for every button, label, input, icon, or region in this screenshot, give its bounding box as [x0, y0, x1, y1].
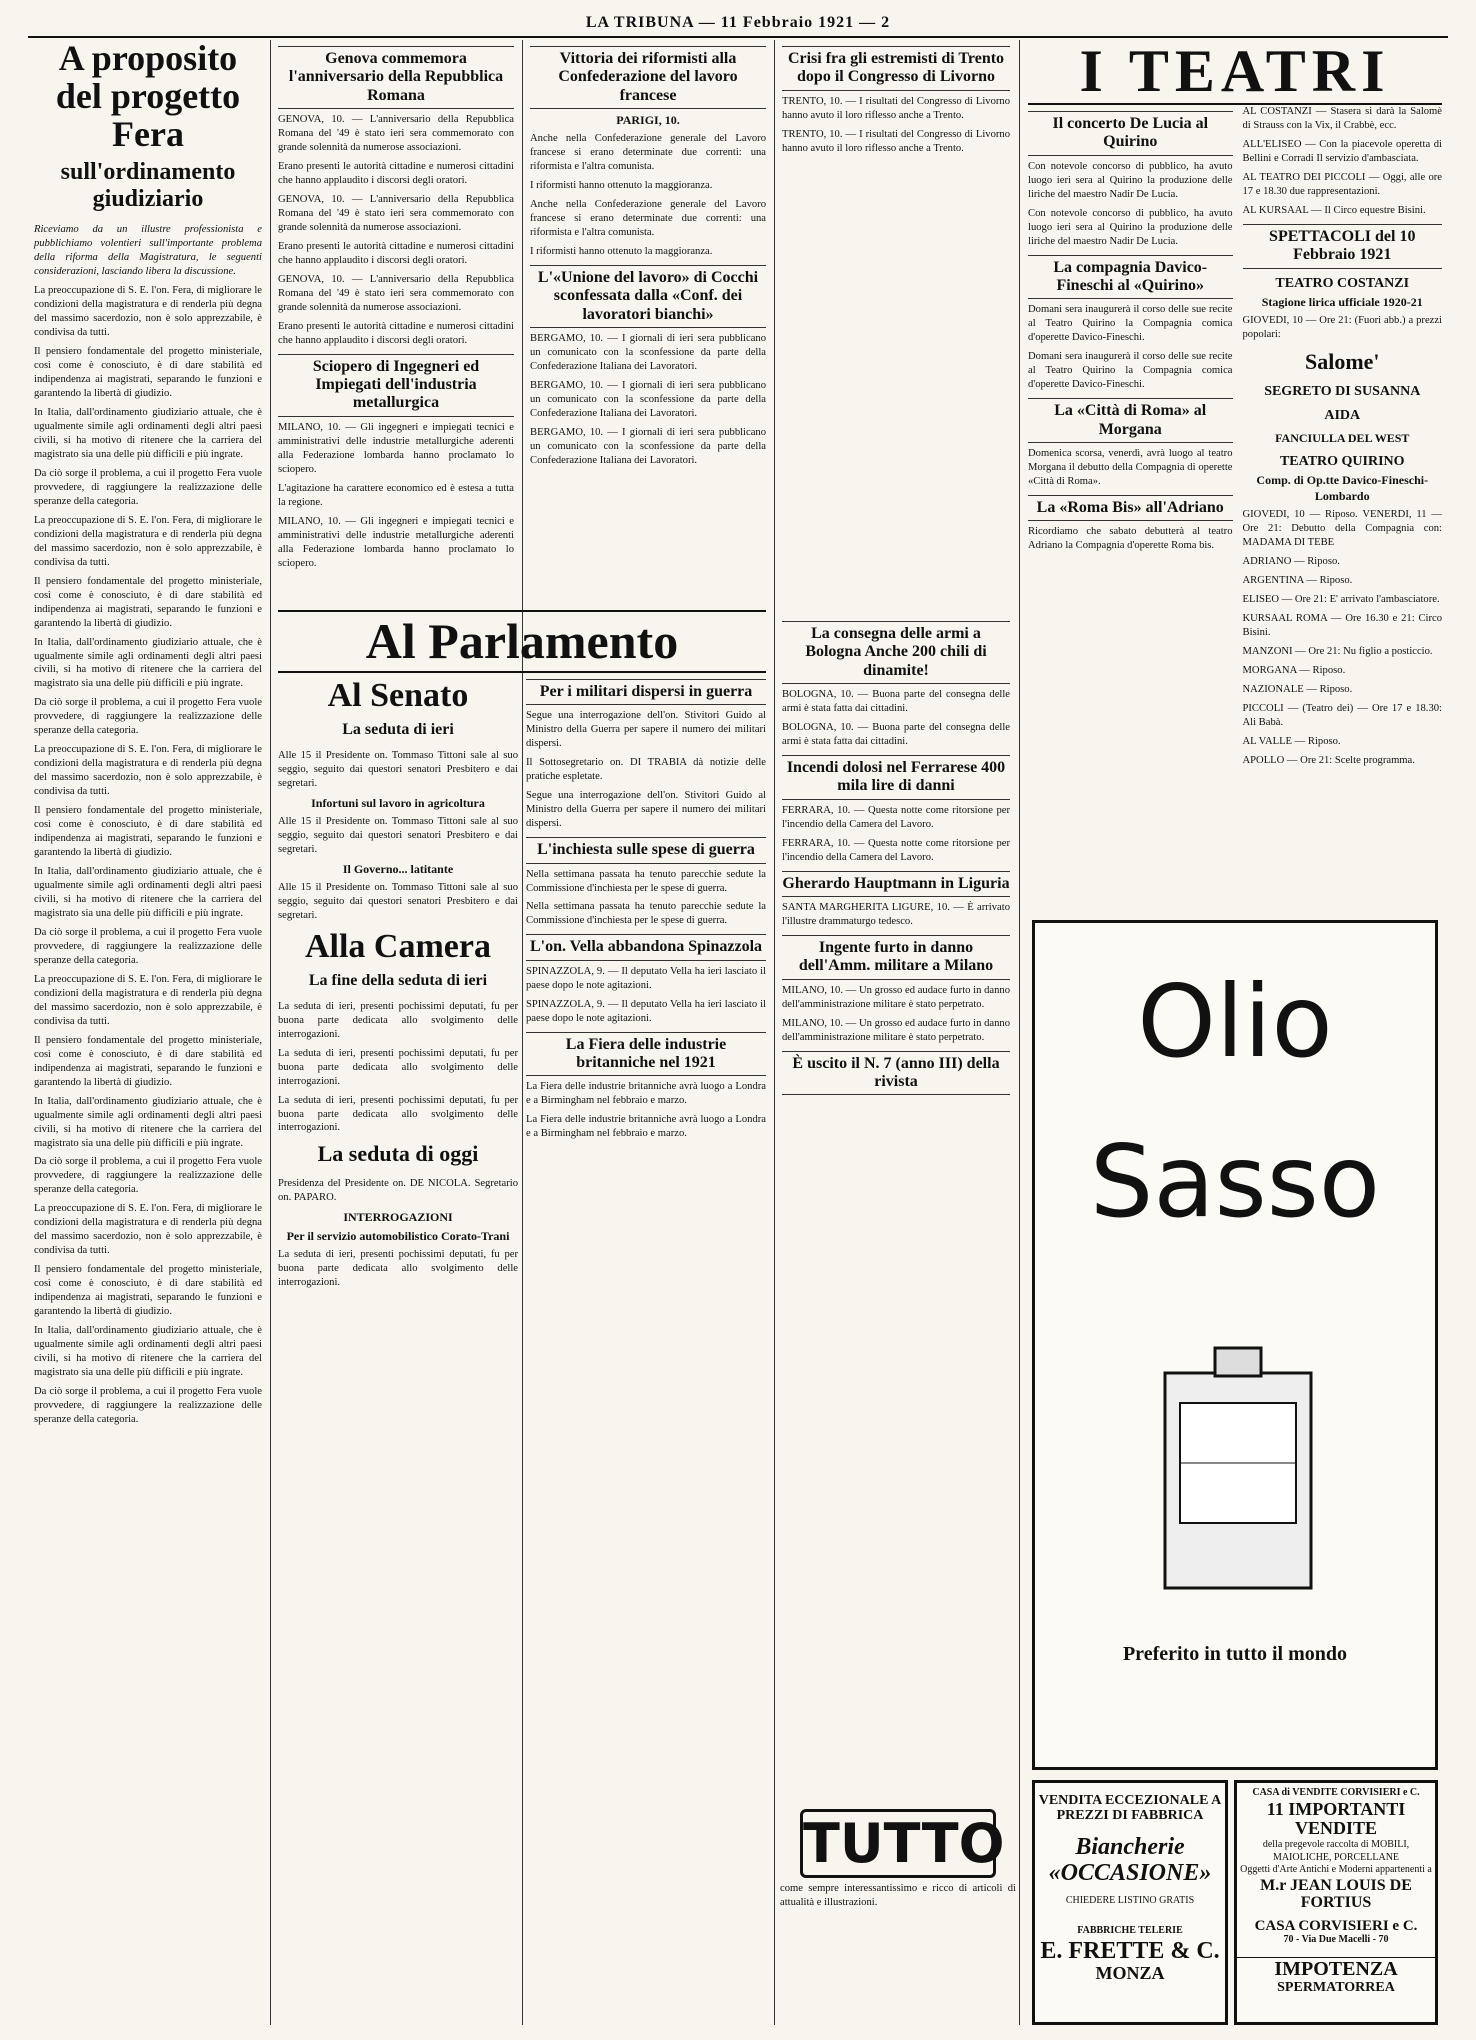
listing: NAZIONALE — Riposo. — [1242, 683, 1353, 695]
article-paragraph: Il pensiero fondamentale del progetto ministeriale, così come è conosciuto, è di dare stabilità ed indipendenza ai magistrati, separando le funzioni e garantendo la libertà di giudizio. — [34, 346, 262, 400]
article-paragraph: In Italia, dall'ordinamento giudiziario attuale, che è ugualmente simile agli ordinamenti degli altri paesi civili, si ha motivo di ritenere che la carriera del magistrato sia una delle più difficili e più ingrate. — [34, 1325, 262, 1379]
article-paragraph: La seduta di ieri, presenti pochissimi deputati, fu per buona parte dedicata allo svolgimento delle interrogazioni. — [278, 1000, 518, 1040]
article-paragraph: GENOVA, 10. — L'anniversario della Repubblica Romana del '49 è stato ieri sera commemorato con grande solennità da numerose associazioni. — [278, 114, 514, 154]
article-paragraph: Segue una interrogazione dell'on. Stivitori Guido al Ministro della Guerra per sapere il numero dei militari dispersi. — [526, 710, 766, 750]
article-paragraph: Da ciò sorge il problema, a cui il progetto Fera vuole provvedere, di raggiungere la realizzazione delle speranze della categoria. — [34, 1386, 262, 1425]
section-heading: Il Governo... latitante — [342, 861, 454, 876]
frette-city: MONZA — [1095, 1962, 1165, 1983]
article-paragraph: Anche nella Confederazione generale del Lavoro francese si erano determinate due correnti: una riformista e l'altra comunista. — [530, 133, 766, 173]
article-paragraph: Il pensiero fondamentale del progetto ministeriale, così come è conosciuto, è di dare stabilità ed indipendenza ai magistrati, separando le funzioni e garantendo la libertà di giudizio. — [34, 1264, 262, 1318]
olio-word: Olio — [1137, 963, 1333, 1080]
article-paragraph: Il pensiero fondamentale del progetto ministeriale, così come è conosciuto, è di dare stabilità ed indipendenza ai magistrati, separando le funzioni e garantendo la libertà di giudizio. — [34, 805, 262, 859]
listing: MORGANA — Riposo. — [1242, 664, 1346, 676]
article-paragraph: In Italia, dall'ordinamento giudiziario attuale, che è ugualmente simile agli ordinamenti degli altri paesi civili, si ha motivo di ritenere che la carriera del magistrato sia una delle più difficili e più ingrate. — [34, 407, 262, 460]
quirino-title: TEATRO QUIRINO — [1279, 453, 1405, 469]
masthead: LA TRIBUNA — 11 Febbraio 1921 — 2 — [28, 14, 1448, 38]
quirino-line: GIOVEDI, 10 — Riposo. VENERDI, 11 — Ore 21: Debutto della Compagnia con: MADAMA DI TEBE — [1242, 509, 1442, 549]
article-paragraph: Presidenza del Presidente on. DE NICOLA. Segretario on. PAPARO. — [278, 1178, 518, 1204]
listing: MANZONI — Ore 21: Nu figlio a posticcio. — [1242, 645, 1433, 657]
frette-listino: CHIEDERE LISTINO GRATIS — [1065, 1894, 1195, 1906]
headline-sciopero: Sciopero di Ingegneri ed Impiegati dell'industria metallurgica — [278, 354, 514, 417]
headline-trento: Crisi fra gli estremisti di Trento dopo il Congresso di Livorno — [782, 46, 1010, 91]
article-paragraph: GENOVA, 10. — L'anniversario della Repubblica Romana del '49 è stato ieri sera commemorato con grande solennità da numerose associazioni. — [278, 273, 514, 313]
article-paragraph: La preoccupazione di S. E. l'on. Fera, di migliorare le condizioni della magistratura e di renderla più degna del massimo sacerdozio, non è solo apprezzabile, è condivisa da tutti. — [34, 744, 262, 798]
article-paragraph: Ricordiamo che sabato debutterà al teatro Adriano la Compagnia d'operette Roma bis. — [1028, 526, 1233, 552]
frette-headline: VENDITA ECCEZIONALE A PREZZI DI FABBRICA — [1038, 1793, 1222, 1824]
tutto-logo: TUTTO — [800, 1809, 996, 1878]
ad-frette — [1032, 1780, 1228, 2025]
corv-address: 70 - Via Due Macelli - 70 — [1283, 1934, 1389, 1946]
corv-fortius: M.r JEAN LOUIS DE FORTIUS — [1260, 1876, 1412, 1912]
dateline: PARIGI, 10. — [616, 113, 680, 128]
column-5-teatri — [1022, 40, 1448, 920]
article-subtitle-fera: sull'ordinamento giudiziario — [60, 159, 236, 213]
corv-casa: CASA di VENDITE CORVISIERI e C. — [1252, 1787, 1420, 1798]
article-paragraph: Erano presenti le autorità cittadine e numerosi cittadini che hanno applaudito i discorsi degli oratori. — [278, 161, 514, 187]
camera-subtitle: La fine della seduta di ieri — [308, 971, 488, 989]
teatri-left — [1028, 105, 1233, 773]
corv-impotenza: IMPOTENZA — [1237, 1957, 1435, 1980]
column-4-news — [776, 40, 1016, 610]
article-paragraph: BOLOGNA, 10. — Buona parte del consegna delle armi è stata fatta dai cittadini. — [782, 689, 1010, 715]
article-paragraph: Domani sera inaugurerà il corso delle sue recite al Teatro Quirino la Compagnia comica d'operette Davico-Fineschi. — [1028, 304, 1233, 344]
column-rule — [1019, 40, 1020, 2025]
article-paragraph: Domani sera inaugurerà il corso delle sue recite al Teatro Quirino la Compagnia comica d'operette Davico-Fineschi. — [1028, 351, 1233, 391]
corv-spermatorrea: SPERMATORREA — [1277, 1979, 1395, 1995]
corv-casa2: CASA CORVISIERI e C. — [1254, 1917, 1418, 1934]
article-paragraph: Alle 15 il Presidente on. Tommaso Tittoni sale al suo seggio, seguito dai questori senatori Presbitero e dai segretari. — [278, 881, 518, 921]
interrog-heading: INTERROGAZIONI — [343, 1210, 453, 1225]
article-paragraph: Il pensiero fondamentale del progetto ministeriale, così come è conosciuto, è di dare stabilità ed indipendenza ai magistrati, separando le funzioni e garantendo la libertà di giudizio. — [34, 1034, 262, 1088]
headline-unione: L'«Unione del lavoro» di Cocchi sconfessata dalla «Conf. dei lavoratori bianchi» — [530, 265, 766, 328]
article-paragraph: La seduta di ieri, presenti pochissimi deputati, fu per buona parte dedicata allo svolgimento delle interrogazioni. — [278, 1094, 518, 1134]
parliament-left — [278, 673, 518, 1863]
senate-title: Al Senato — [327, 677, 469, 714]
teatri-title: I TEATRI — [1028, 40, 1442, 105]
article-paragraph: AL COSTANZI — Stasera si darà la Salomè di Strauss con la Vix, il Crabbè, ecc. — [1242, 106, 1442, 131]
teatri-right — [1243, 105, 1443, 773]
ad-corvisieri — [1234, 1780, 1438, 2025]
article-paragraph: AL TEATRO DEI PICCOLI — Oggi, alle ore 17 e 18.30 due rappresentazioni. — [1242, 171, 1442, 197]
article-paragraph: TRENTO, 10. — I risultati del Congresso di Livorno hanno avuto il loro riflesso anche a Trento. — [782, 128, 1010, 154]
costanzi-title: TEATRO COSTANZI — [1275, 275, 1410, 291]
headline-furto: Ingente furto in danno dell'Amm. militare a Milano — [782, 935, 1010, 980]
senate-subtitle: La seduta di ieri — [342, 721, 454, 738]
column-1 — [28, 40, 268, 2025]
fanciulla-title: FANCIULLA DEL WEST — [1275, 431, 1410, 446]
spettacoli-heading: SPETTACOLI del 10 Febbraio 1921 — [1243, 224, 1443, 269]
aida-title: AIDA — [1324, 408, 1361, 424]
interrog-subheading: Per il servizio automobilistico Corato-Trani — [286, 1229, 510, 1244]
article-paragraph: Con notevole concorso di pubblico, ha avuto luogo ieri sera al Quirino la produzione delle liriche del maestro Nadir De Lucia. — [1028, 160, 1233, 200]
headline-adriano: La «Roma Bis» all'Adriano — [1028, 495, 1233, 521]
olio-tagline: Preferito in tutto il mondo — [1122, 1643, 1348, 1665]
article-paragraph: Da ciò sorge il problema, a cui il progetto Fera vuole provvedere, di raggiungere la realizzazione delle speranze della categoria. — [34, 926, 262, 966]
sasso-word: Sasso — [1089, 1123, 1381, 1240]
article-paragraph: La preoccupazione di S. E. l'on. Fera, di migliorare le condizioni della magistratura e di renderla più degna del massimo sacerdozio, non è solo apprezzabile, è condivisa da tutti. — [34, 514, 262, 568]
headline-fiera: La Fiera delle industrie britanniche nel 1921 — [526, 1032, 766, 1077]
listing: PICCOLI — (Teatro dei) — Ore 17 e 18.30: Ali Babà. — [1242, 702, 1442, 728]
article-paragraph: Anche nella Confederazione generale del Lavoro francese si erano determinate due correnti: una riformista e l'altra comunista. — [530, 199, 766, 238]
oil-can-icon — [1155, 1343, 1321, 1593]
article-paragraph: BERGAMO, 10. — I giornali di ieri sera pubblicano un comunicato con la sconfessione da parte della Confederazione Italiana dei Lavoratori. — [530, 380, 766, 419]
article-paragraph: Nella settimana passata ha tenuto parecchie sedute la Commissione d'inchiesta per le spese di guerra. — [526, 901, 766, 927]
article-paragraph: Erano presenti le autorità cittadine e numerosi cittadini che hanno applaudito i discorsi degli oratori. — [278, 240, 514, 266]
headline-genova: Genova commemora l'anniversario della Repubblica Romana — [278, 46, 514, 109]
article-paragraph: GENOVA, 10. — L'anniversario della Repubblica Romana del '49 è stato ieri sera commemorato con grande solennità da numerose associazioni. — [278, 194, 514, 233]
article-paragraph: Da ciò sorge il problema, a cui il progetto Fera vuole provvedere, di raggiungere la realizzazione delle speranze della categoria. — [34, 697, 262, 737]
listing: AL VALLE — Riposo. — [1242, 735, 1341, 747]
headline-ferrara: Incendi dolosi nel Ferrarese 400 mila lire di danni — [782, 755, 1010, 800]
costanzi-sub: Stagione lirica ufficiale 1920-21 — [1261, 294, 1423, 309]
headline-delucia: Il concerto De Lucia al Quirino — [1028, 111, 1233, 156]
article-paragraph: I riformisti hanno ottenuto la maggioranza. — [530, 180, 713, 192]
article-paragraph: Erano presenti le autorità cittadine e numerosi cittadini che hanno applaudito i discorsi degli oratori. — [278, 320, 514, 346]
article-paragraph: Alle 15 il Presidente on. Tommaso Tittoni sale al suo seggio, seguito dai questori senatori Presbitero e dai segretari. — [278, 750, 518, 789]
article-paragraph: BERGAMO, 10. — I giornali di ieri sera pubblicano un comunicato con la sconfessione da parte della Confederazione Italiana dei Lavoratori. — [530, 426, 766, 466]
corv-raccolta: della pregevole raccolta di MOBILI, MAIOLICHE, PORCELLANE — [1262, 1839, 1410, 1863]
article-paragraph: In Italia, dall'ordinamento giudiziario attuale, che è ugualmente simile agli ordinamenti degli altri paesi civili, si ha motivo di ritenere che la carriera del magistrato sia una delle più difficili e più ingrate. — [34, 866, 262, 919]
article-paragraph: BERGAMO, 10. — I giornali di ieri sera pubblicano un comunicato con la sconfessione da parte della Confederazione Italiana dei Lavoratori. — [530, 333, 766, 373]
headline-hauptmann: Gherardo Hauptmann in Liguria — [782, 871, 1010, 897]
quirino-sub: Comp. di Op.tte Davico-Fineschi-Lombardo — [1256, 473, 1429, 503]
corv-vendite: 11 IMPORTANTI VENDITE — [1266, 1798, 1406, 1839]
article-paragraph: Il Sottosegretario on. DI TRABIA dà notizie delle pratiche espletate. — [526, 757, 766, 783]
section-heading: Infortuni sul lavoro in agricoltura — [311, 795, 485, 810]
today-title: La seduta di oggi — [317, 1141, 479, 1167]
article-paragraph: Alle 15 il Presidente on. Tommaso Tittoni sale al suo seggio, seguito dai questori senatori Presbitero e dai segretari. — [278, 815, 518, 855]
article-paragraph: ALL'ELISEO — Con la piacevole operetta di Bellini e Corradi Il servizio d'ambasciata. — [1242, 138, 1442, 164]
article-paragraph: Il pensiero fondamentale del progetto ministeriale, così come è conosciuto, è di dare stabilità ed indipendenza ai magistrati, separando le funzioni e garantendo la libertà di giudizio. — [34, 575, 262, 629]
headline-morgana: La «Città di Roma» al Morgana — [1028, 398, 1233, 443]
article-paragraph: La seduta di ieri, presenti pochissimi deputati, fu per buona parte dedicata allo svolgimento delle interrogazioni. — [278, 1047, 518, 1087]
frette-biancherie: Biancherie «OCCASIONE» — [1048, 1833, 1212, 1887]
article-paragraph: AL KURSAAL — Il Circo equestre Bisini. — [1242, 204, 1426, 216]
article-paragraph: La preoccupazione di S. E. l'on. Fera, di migliorare le condizioni della magistratura e di renderla più degna del massimo sacerdozio, non è solo apprezzabile, è condivisa da tutti. — [34, 973, 262, 1027]
article-paragraph: In Italia, dall'ordinamento giudiziario attuale, che è ugualmente simile agli ordinamenti degli altri paesi civili, si ha motivo di ritenere che la carriera del magistrato sia una delle più difficili e più ingrate. — [34, 1095, 262, 1149]
listing: KURSAAL ROMA — Ore 16.30 e 21: Circo Bisini. — [1242, 613, 1442, 638]
article-paragraph: MILANO, 10. — Gli ingegneri e impiegati tecnici e amministrativi delle industrie metallurgiche aderenti alla Federazione lombarda hanno proclamato lo sciopero. — [278, 421, 514, 475]
article-paragraph: Da ciò sorge il problema, a cui il progetto Fera vuole provvedere, di raggiungere la realizzazione delle speranze della categoria. — [34, 1156, 262, 1196]
article-paragraph: FERRARA, 10. — Questa notte come ritorsione per l'incendio della Camera del Lavoro. — [782, 837, 1010, 863]
camera-title: Alla Camera — [304, 927, 491, 965]
article-paragraph: La preoccupazione di S. E. l'on. Fera, di migliorare le condizioni della magistratura e di renderla più degna del massimo sacerdozio, non è solo apprezzabile, è condivisa da tutti. — [34, 285, 262, 339]
tutto-text: come sempre interessantissimo e ricco di articoli di attualità e illustrazioni. — [780, 1883, 1016, 1908]
article-paragraph: Nella settimana passata ha tenuto parecchie sedute la Commissione d'inchiesta per le spese di guerra. — [526, 868, 766, 894]
article-paragraph: In Italia, dall'ordinamento giudiziario attuale, che è ugualmente simile agli ordinamenti degli altri paesi civili, si ha motivo di ritenere che la carriera del magistrato sia una delle più difficili e più ingrate. — [34, 636, 262, 690]
headline-bologna: La consegna delle armi a Bologna Anche 200 chili di dinamite! — [782, 621, 1010, 684]
article-paragraph: SANTA MARGHERITA LIGURE, 10. — È arrivato l'illustre drammaturgo tedesco. — [782, 902, 1010, 928]
article-paragraph: SPINAZZOLA, 9. — Il deputato Vella ha ieri lasciato il paese dopo le note agitazioni. — [526, 998, 766, 1024]
article-intro: Riceviamo da un illustre professionista e pubblichiamo volentieri sull'importante problema della riforma della Magistratura, le seguenti considerazioni, lasciando libera la discussione. — [34, 224, 262, 278]
headline-inchiesta: L'inchiesta sulle spese di guerra — [526, 837, 766, 863]
headline-vella: L'on. Vella abbandona Spinazzola — [526, 934, 766, 960]
listing: ADRIANO — Riposo. — [1242, 556, 1340, 568]
article-title-fera: A proposito del progetto Fera — [55, 40, 241, 154]
headline-davico: La compagnia Davico-Fineschi al «Quirino» — [1028, 255, 1233, 300]
headline-militari: Per i militari dispersi in guerra — [526, 679, 766, 705]
parliament-title: Al Parlamento — [278, 610, 766, 673]
article-paragraph: MILANO, 10. — Gli ingegneri e impiegati tecnici e amministrativi delle industrie metallurgiche aderenti alla Federazione lombarda hanno proclamato lo sciopero. — [278, 515, 514, 569]
article-paragraph: Da ciò sorge il problema, a cui il progetto Fera vuole provvedere, di raggiungere la realizzazione delle speranze della categoria. — [34, 467, 262, 507]
corv-oggetti: Oggetti d'Arte Antichi e Moderni appartenenti a — [1240, 1864, 1432, 1876]
article-paragraph: MILANO, 10. — Un grosso ed audace furto in danno dell'amministrazione militare è stato perpetrato. — [782, 1017, 1010, 1043]
article-paragraph: I riformisti hanno ottenuto la maggioranza. — [530, 245, 713, 257]
article-paragraph: La seduta di ieri, presenti pochissimi deputati, fu per buona parte dedicata allo svolgimento delle interrogazioni. — [278, 1249, 518, 1289]
headline-riformisti: Vittoria dei riformisti alla Confederazione del lavoro francese — [530, 46, 766, 109]
column-rule — [270, 40, 271, 2025]
article-paragraph: Domenica scorsa, venerdì, avrà luogo al teatro Morgana il debutto della Compagnia di operette «Città di Roma». — [1028, 447, 1233, 487]
segreto-title: SEGRETO DI SUSANNA — [1264, 383, 1421, 399]
ad-olio-sasso — [1032, 920, 1438, 1770]
article-paragraph: FERRARA, 10. — Questa notte come ritorsione per l'incendio della Camera del Lavoro. — [782, 804, 1010, 830]
article-paragraph: L'agitazione ha carattere economico ed è estesa a tutta la regione. — [278, 482, 514, 508]
article-paragraph: MILANO, 10. — Un grosso ed audace furto in danno dell'amministrazione militare è stato perpetrato. — [782, 984, 1010, 1010]
column-3 — [524, 40, 772, 610]
article-paragraph: La preoccupazione di S. E. l'on. Fera, di migliorare le condizioni della magistratura e di renderla più degna del massimo sacerdozio, non è solo apprezzabile, è condivisa da tutti. — [34, 1203, 262, 1257]
headline-rivista: È uscito il N. 7 (anno III) della rivista — [782, 1051, 1010, 1096]
article-paragraph: La Fiera delle industrie britanniche avrà luogo a Londra e a Birmingham nel febbraio e marzo. — [526, 1114, 766, 1140]
parliament-right — [526, 673, 766, 1863]
article-paragraph: Segue una interrogazione dell'on. Stivitori Guido al Ministro della Guerra per sapere il numero dei militari dispersi. — [526, 790, 766, 830]
article-paragraph: TRENTO, 10. — I risultati del Congresso di Livorno hanno avuto il loro riflesso anche a Trento. — [782, 95, 1010, 121]
listing: APOLLO — Ore 21: Scelte programma. — [1242, 754, 1415, 766]
costanzi-line: GIOVEDI, 10 — Ore 21: (Fuori abb.) a prezzi popolari: — [1242, 315, 1442, 341]
column-rule — [774, 40, 775, 2025]
article-paragraph: BOLOGNA, 10. — Buona parte del consegna delle armi è stata fatta dai cittadini. — [782, 722, 1010, 748]
frette-name: E. FRETTE & C. — [1040, 1937, 1220, 1964]
salome-title: Salome' — [1304, 349, 1380, 375]
listing: ARGENTINA — Riposo. — [1242, 575, 1353, 587]
parliament-section — [278, 610, 766, 1863]
listing: ELISEO — Ore 21: E' arrivato l'ambasciatore. — [1242, 594, 1440, 606]
article-paragraph: SPINAZZOLA, 9. — Il deputato Vella ha ieri lasciato il paese dopo le note agitazioni. — [526, 965, 766, 991]
ad-tutto — [780, 1805, 1016, 2020]
column-4-lower — [776, 615, 1016, 1795]
article-paragraph: La Fiera delle industrie britanniche avrà luogo a Londra e a Birmingham nel febbraio e marzo. — [526, 1081, 766, 1107]
frette-fabbriche: FABBRICHE TELERIE — [1077, 1925, 1183, 1937]
article-paragraph: Con notevole concorso di pubblico, ha avuto luogo ieri sera al Quirino la produzione delle liriche del maestro Nadir De Lucia. — [1028, 207, 1233, 247]
